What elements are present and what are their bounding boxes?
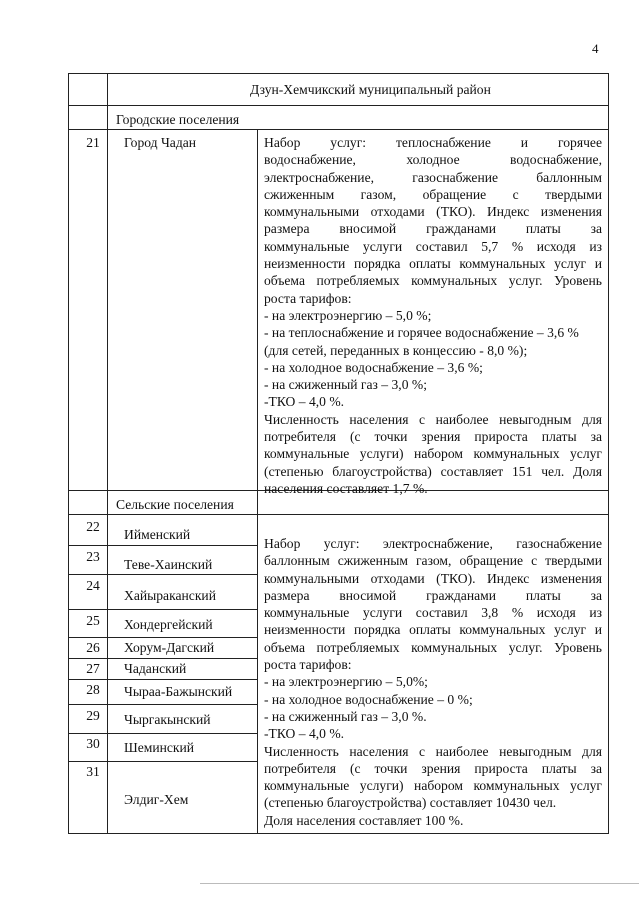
text-line: - на сжиженный газ – 3,0 %; — [264, 377, 427, 393]
settlement-name: Город Чадан — [124, 135, 197, 150]
text-line: коммунальные услуги) набором коммунальных услуг — [264, 446, 602, 462]
urban-description — [264, 134, 602, 497]
settlement-name: Теве-Хаинский — [124, 557, 213, 572]
row-number: 24 — [86, 578, 100, 593]
row-divider-title — [68, 105, 609, 106]
table-border-right — [608, 73, 609, 834]
row-number: 27 — [86, 661, 100, 676]
text-line: сжиженным газом, обращение с твердыми — [264, 186, 602, 202]
table-border-bottom — [68, 833, 609, 834]
rural-row-divider — [68, 658, 258, 659]
tariff-table — [68, 73, 608, 834]
district-title: Дзун-Хемчикский муниципальный район — [250, 82, 491, 97]
page-bottom-rule — [200, 883, 639, 884]
rural-settlements-heading: Сельские поселения — [116, 497, 234, 512]
text-line: неизменности порядка оплаты коммунальных услуг и — [264, 256, 602, 272]
text-line: Набор услуг: электроснабжение, газоснабжение — [264, 536, 602, 551]
rural-row-divider — [68, 761, 258, 762]
table-border-name-col — [257, 129, 258, 834]
settlement-name: Ийменский — [124, 527, 191, 542]
text-line: роста тарифов: — [264, 657, 352, 673]
row-number: 21 — [86, 135, 100, 150]
row-number: 23 — [86, 549, 100, 564]
text-line: неизменности порядка оплаты коммунальных услуг и — [264, 622, 602, 638]
settlement-name: Хайыраканский — [124, 588, 216, 603]
text-line: размера вносимой гражданами платы за — [264, 587, 602, 603]
text-line: населения составляет 1,7 %. — [264, 480, 428, 496]
rural-description — [264, 535, 602, 829]
text-line: потребителя (с точки зрения прироста платы за — [264, 760, 602, 776]
rural-row-divider — [68, 704, 258, 705]
rural-row-divider — [68, 574, 258, 575]
text-line: - на сжиженный газ – 3,0 %. — [264, 708, 427, 724]
rural-row-divider — [68, 679, 258, 680]
text-line: потребителя (с точки зрения прироста платы за — [264, 429, 602, 445]
text-line: Численность населения с наиболее невыгодным для — [264, 411, 602, 427]
text-line: коммунальными отходами (ТКО). Индекс изменения — [264, 570, 602, 586]
text-line: электроснабжение, газоснабжение баллонным — [264, 169, 602, 185]
table-border-left — [68, 73, 69, 834]
settlement-name: Хондергейский — [124, 617, 213, 632]
settlement-name: Хорум-Дагский — [124, 640, 215, 655]
text-line: - на холодное водоснабжение – 3,6 %; — [264, 359, 483, 375]
text-line: -ТКО – 4,0 %. — [264, 726, 345, 742]
text-line: - на теплоснабжение и горячее водоснабжение – 3,6 % — [264, 325, 579, 341]
text-line: Доля населения составляет 100 %. — [264, 812, 464, 828]
row-number: 30 — [86, 736, 100, 751]
text-line: Численность населения с наиболее невыгодным для — [264, 743, 602, 759]
rural-row-divider — [68, 637, 258, 638]
text-line: коммунальные услуги) набором коммунальных услуг — [264, 778, 602, 794]
settlement-name: Чыргакынский — [124, 712, 211, 727]
row-number: 28 — [86, 682, 100, 697]
text-line: (степенью благоустройства) составляет 151 чел. Доля — [264, 463, 602, 479]
settlement-name: Чыраа-Бажынский — [124, 684, 233, 699]
table-border-top — [68, 73, 609, 74]
text-line: -ТКО – 4,0 %. — [264, 394, 345, 410]
text-line: коммунальные услуги составил 5,7 % исходя из — [264, 238, 602, 254]
text-line: размера вносимой гражданами платы за — [264, 221, 602, 237]
settlement-name: Чаданский — [124, 661, 187, 676]
rural-row-divider — [68, 545, 258, 546]
text-line: коммунальными отходами (ТКО). Индекс изменения — [264, 204, 602, 220]
row-number: 26 — [86, 640, 100, 655]
row-number: 22 — [86, 519, 100, 534]
text-line: роста тарифов: — [264, 290, 352, 306]
rural-row-divider — [68, 733, 258, 734]
text-line: (степенью благоустройства) составляет 10430 чел. — [264, 795, 557, 811]
text-line: баллонным сжиженным газом, обращение с твердыми — [264, 553, 602, 569]
row-number: 25 — [86, 613, 100, 628]
row-divider-rural-heading — [68, 514, 609, 515]
urban-settlements-heading: Городские поселения — [116, 112, 240, 127]
table-border-number-col — [107, 73, 108, 834]
row-number: 31 — [86, 764, 100, 779]
text-line: - на холодное водоснабжение – 0 %; — [264, 691, 473, 707]
text-line: (для сетей, переданных в концессию - 8,0 %); — [264, 342, 528, 358]
settlement-name: Шеминский — [124, 740, 195, 755]
settlement-name: Элдиг-Хем — [124, 792, 189, 807]
text-line: водоснабжение, холодное водоснабжение, — [264, 152, 602, 168]
rural-row-divider — [68, 609, 258, 610]
text-line: - на электроэнергию – 5,0%; — [264, 674, 428, 690]
text-line: объема потребляемых коммунальных услуг. Уровень — [264, 639, 602, 655]
row-number: 29 — [86, 708, 100, 723]
text-line: объема потребляемых коммунальных услуг. Уровень — [264, 273, 602, 289]
page-number: 4 — [592, 41, 599, 56]
text-line: - на электроэнергию – 5,0 %; — [264, 307, 432, 323]
text-line: коммунальные услуги составил 3,8 % исходя из — [264, 605, 602, 621]
row-divider-urban-heading — [68, 129, 609, 130]
text-line: Набор услуг: теплоснабжение и горячее — [264, 135, 602, 150]
